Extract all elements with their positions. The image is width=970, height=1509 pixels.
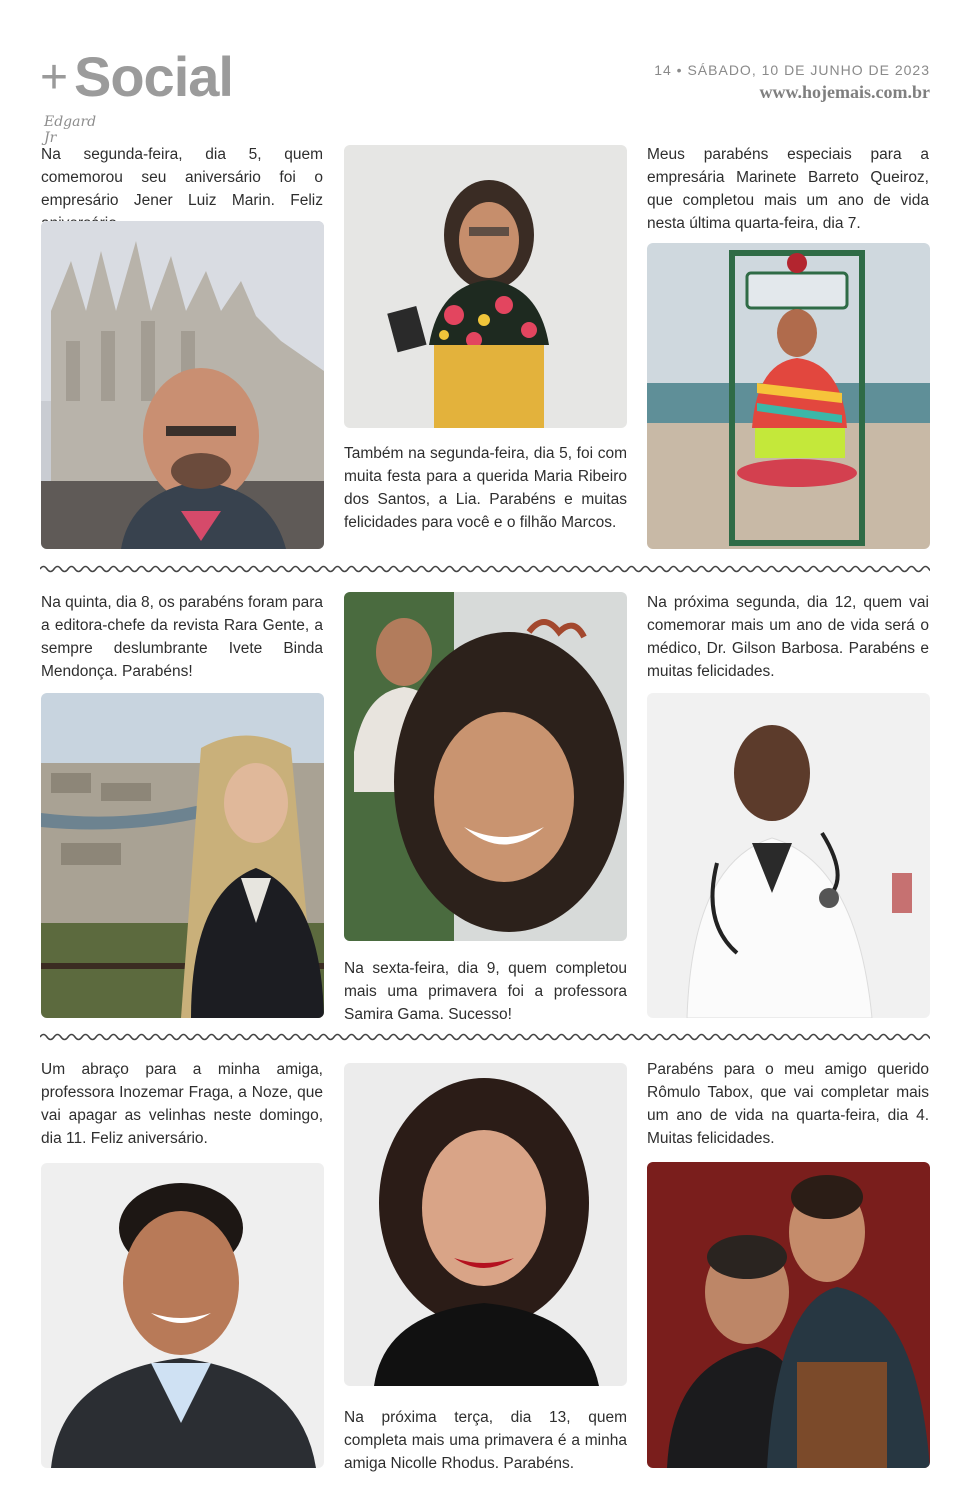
logo-plus: + xyxy=(40,51,69,104)
photo-beach-swing xyxy=(647,243,930,549)
columnist-signature: Edgard Jr xyxy=(44,114,97,146)
photo-two-men-hug xyxy=(647,1162,930,1468)
post-caption: Também na segunda-feira, dia 5, foi com muita festa para a querida Maria Ribeiro dos Santos, a Lia. Parabéns e muitas felicidades para você e o filhão Marcos. xyxy=(344,445,627,531)
photo-cathedral-selfie xyxy=(41,221,324,549)
photo-woman-red-lips xyxy=(344,1063,627,1386)
photo-smiling-woman-selfie xyxy=(344,592,627,941)
page-dateline: 14 • SÁBADO, 10 DE JUNHO DE 2023 xyxy=(654,62,930,78)
photo-man-suit-portrait xyxy=(41,1163,324,1468)
wavy-divider xyxy=(40,563,930,575)
wavy-divider xyxy=(40,1031,930,1043)
masthead xyxy=(40,40,930,146)
post-caption: Meus parabéns especiais para a empresária Marinete Barreto Queiroz, que completou mais um ano de vida nesta última quarta-feira, dia 7. xyxy=(647,146,929,232)
post-caption: Parabéns para o meu amigo querido Rômulo Tabox, que vai completar mais um ano de vida na quarta-feira, dia 4. Muitas felicidades. xyxy=(647,1061,929,1147)
logo-title: Social xyxy=(74,45,233,108)
photo-doctor-white-coat xyxy=(647,693,930,1018)
post-caption: Na próxima terça, dia 13, quem completa mais uma primavera é a minha amiga Nicolle Rhodus. Parabéns. xyxy=(344,1409,627,1472)
post-caption: Na sexta-feira, dia 9, quem completou mais uma primavera foi a professora Samira Gama. Sucesso! xyxy=(344,960,627,1023)
post-caption: Na próxima segunda, dia 12, quem vai comemorar mais um ano de vida será o médico, Dr. Gilson Barbosa. Parabéns e muitas felicidades. xyxy=(647,594,929,680)
post-caption: Na quinta, dia 8, os parabéns foram para a editora-chefe da revista Rara Gente, a sempre deslumbrante Ivete Binda Mendonça. Parabéns! xyxy=(41,594,323,680)
photo-woman-floral-blouse xyxy=(344,145,627,428)
post-caption: Um abraço para a minha amiga, professora Inozemar Fraga, a Noze, que vai apagar as velinhas neste domingo, dia 11. Feliz aniversário. xyxy=(41,1061,323,1147)
site-url[interactable]: www.hojemais.com.br xyxy=(759,82,930,102)
photo-paris-view xyxy=(41,693,324,1018)
post-caption: Na segunda-feira, dia 5, quem comemorou seu aniversário foi o empresário Jener Luiz Marin. Feliz xyxy=(41,146,323,209)
